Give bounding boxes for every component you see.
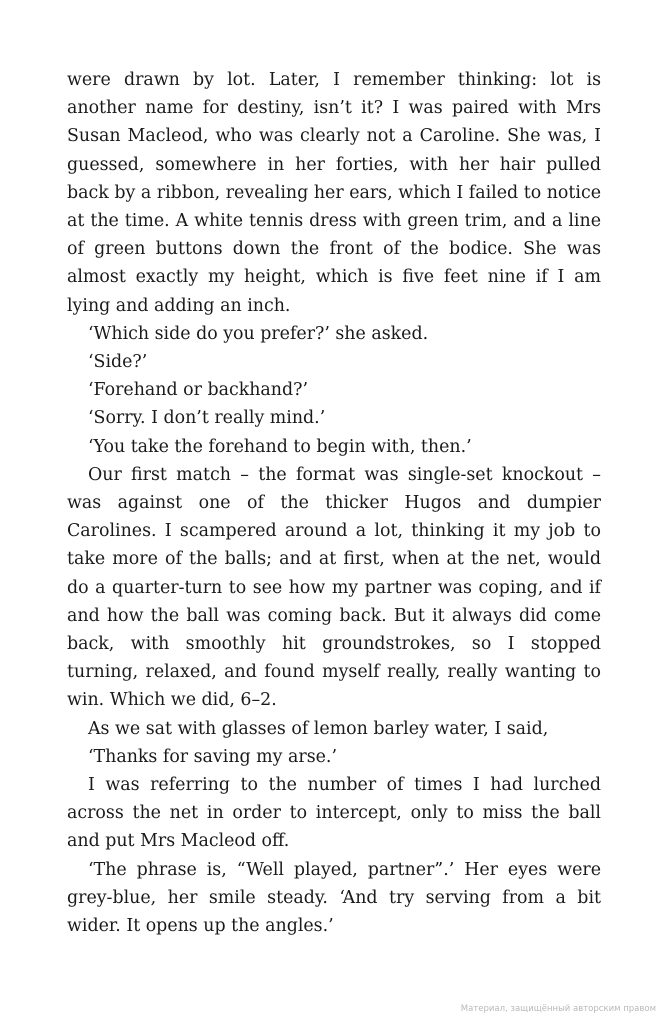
paragraph-10: I was referring to the number of times I had lurched across the net in order to intercept, only to miss the ball and put Mrs Macleod off. <box>67 775 601 852</box>
paragraph-9: ‘Thanks for saving my arse.’ <box>88 746 337 767</box>
book-page-text <box>67 66 601 940</box>
copyright-watermark: Материал, защищённый авторским правом <box>460 1004 656 1014</box>
paragraph-4: ‘Forehand or backhand?’ <box>88 380 308 401</box>
paragraph-7: Our first match – the format was single-set knockout – was against one of the thicker Hugos and dumpier Carolines. I scampered around a lot, thinking it my job to take more of the balls; and at first, when at the net, would do a quarter-turn to see how my partner was coping, and if and how the ball was coming back. But it always did come back, with smoothly hit groundstrokes, so I stopped turning, relaxed, and found myself really, really wanting to win. Which we did, 6–2. <box>67 464 601 711</box>
paragraph-5: ‘Sorry. I don’t really mind.’ <box>88 408 326 429</box>
paragraph-6: ‘You take the forehand to begin with, then.’ <box>88 436 472 457</box>
paragraph-3: ‘Side?’ <box>88 352 148 373</box>
paragraph-8: As we sat with glasses of lemon barley water, I said, <box>88 718 549 739</box>
paragraph-11: ‘The phrase is, “Well played, partner”.’ Her eyes were grey-blue, her smile steady. ‘And try serving from a bit wider. It opens up the angles.’ <box>67 859 601 937</box>
paragraph-2: ‘Which side do you prefer?’ she asked. <box>88 323 429 344</box>
paragraph-1: were drawn by lot. Later, I remember thinking: lot is another name for destiny, isn’t it? I was paired with Mrs Susan Macleod, who was clearly not a Caroline. She was, I guessed, somewhere in her forties, with her hair pulled back by a ribbon, revealing her ears, which I failed to notice at the time. A white tennis dress with green trim, and a line of green buttons down the front of the bodice. She was almost exactly my height, which is five feet nine if I am lying and adding an inch. <box>67 70 601 316</box>
